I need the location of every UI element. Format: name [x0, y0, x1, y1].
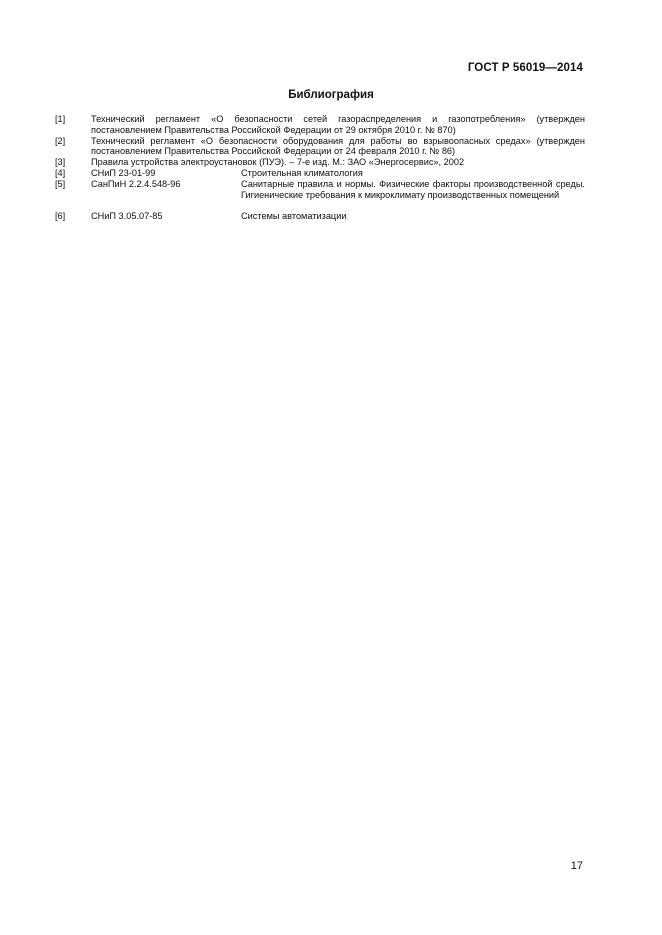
entry-code: СанПиН 2.2.4.548-96 — [91, 178, 181, 189]
bibliography-entry-1 — [55, 114, 585, 136]
page-number: 17 — [570, 860, 583, 872]
entry-code: СНиП 23-01-99 — [91, 167, 156, 178]
entry-code: СНиП 3.05.07-85 — [91, 211, 163, 222]
entry-text: Правила устройства электроустановок (ПУЭ). – 7-е изд. М.: ЗАО «Энергосервис», 2002 — [91, 157, 465, 168]
bibliography-entry-6 — [55, 211, 585, 222]
bibliography-entry-2 — [55, 136, 585, 158]
entry-number: [3] — [55, 157, 66, 168]
entry-number: [4] — [55, 167, 66, 178]
entry-number: [5] — [55, 178, 66, 189]
entry-number: [6] — [55, 211, 66, 222]
bibliography-entry-4 — [55, 168, 585, 179]
entry-number: [2] — [55, 135, 66, 146]
entry-number: [1] — [55, 114, 66, 124]
standard-id-header: ГОСТ Р 56019—2014 — [467, 62, 583, 74]
bibliography-list — [55, 114, 585, 222]
bibliography-entry-5 — [55, 179, 585, 201]
entry-description: Санитарные правила и нормы. Физические факторы производственной среды. Гигиенические требования к микроклимату производственных помещений — [241, 178, 585, 200]
entry-description: Строительная климатология — [241, 167, 363, 178]
entry-description: Системы автоматизации — [241, 211, 347, 222]
bibliography-title: Библиография — [288, 89, 374, 101]
entry-text: Технический регламент «О безопасности сетей газораспределения и газопотребления» (утвержден постановлением Правительства Российской Федерации от 29 октября 2010 г. № 870) — [91, 114, 585, 135]
entry-text: Технический регламент «О безопасности оборудования для работы во взрывоопасных средах» (утвержден постановлением Правительства Российской Федерации от 24 февраля 2010 г. № 86) — [91, 135, 585, 157]
bibliography-entry-3 — [55, 157, 585, 168]
